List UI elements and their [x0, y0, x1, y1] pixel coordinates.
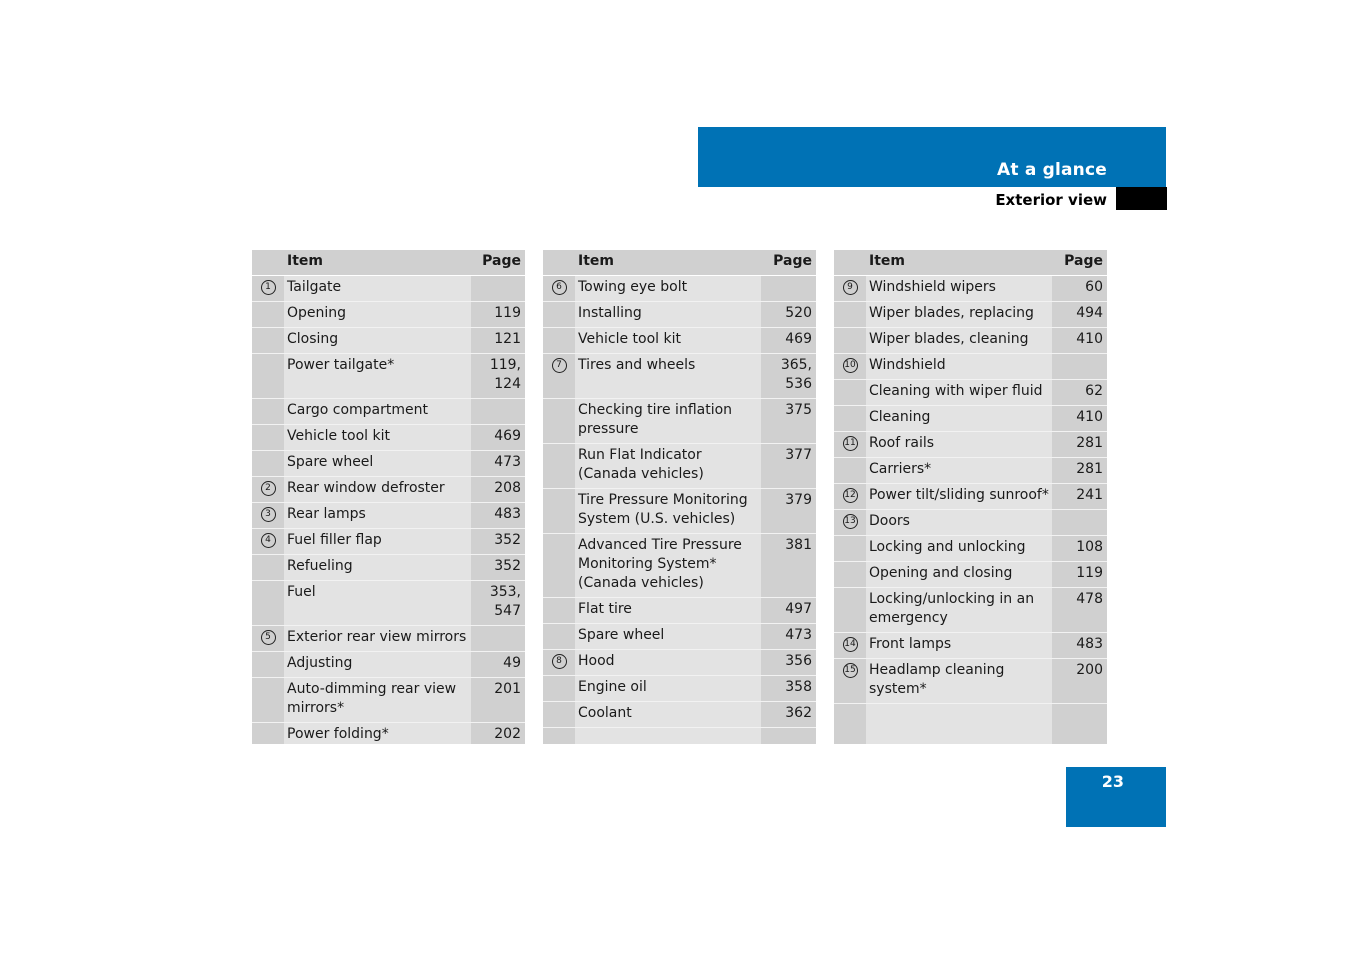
- item-number-cell: [834, 434, 866, 451]
- table-row: [252, 477, 525, 503]
- page-reference: 352: [494, 532, 521, 548]
- item-label: Installing: [578, 305, 642, 321]
- item-label: Roof rails: [869, 435, 935, 451]
- table-row: [834, 458, 1107, 484]
- item-label: Power folding*: [287, 726, 389, 742]
- page-reference: 62: [1085, 383, 1103, 399]
- page-reference: 483: [1076, 636, 1103, 652]
- item-label: Locking/unlocking in an emergency: [869, 591, 1035, 626]
- item-label: Vehicle tool kit: [287, 428, 390, 444]
- page-reference: 281: [1076, 435, 1103, 451]
- table-row: [543, 276, 816, 302]
- table-row: [252, 425, 525, 451]
- table-row: [543, 354, 816, 399]
- table-header: [834, 250, 1107, 276]
- table-row: [834, 536, 1107, 562]
- item-number-cell: [834, 304, 866, 306]
- table-row: [543, 676, 816, 702]
- item-number-cell: [252, 557, 284, 559]
- table-row: [252, 723, 525, 744]
- item-number-badge: 1: [261, 280, 276, 295]
- item-label: Spare wheel: [287, 454, 374, 470]
- item-number-cell: [252, 680, 284, 682]
- item-label: Run Flat Indicator (Canada vehicles): [578, 447, 704, 482]
- table-body: [543, 276, 816, 728]
- table-row: [543, 534, 816, 598]
- page-reference: 497: [785, 601, 812, 617]
- item-number-cell: [834, 356, 866, 373]
- page-reference: 119: [1076, 565, 1103, 581]
- table-row: [543, 399, 816, 444]
- item-label: Refueling: [287, 558, 353, 574]
- item-label: Towing eye bolt: [578, 279, 688, 295]
- table-row: [252, 678, 525, 723]
- table-header: [252, 250, 525, 276]
- table-row: [834, 562, 1107, 588]
- index-table-3: [834, 250, 1107, 744]
- page-reference: 362: [785, 705, 812, 721]
- item-column-header: Item: [287, 253, 323, 269]
- item-number-cell: [252, 356, 284, 358]
- item-number-cell: [252, 505, 284, 522]
- item-number-cell: [252, 427, 284, 429]
- table-body: [252, 276, 525, 744]
- item-number-cell: [252, 453, 284, 455]
- item-label: Auto-dimming rear view mirrors*: [287, 681, 457, 716]
- item-number-cell: [543, 652, 575, 669]
- item-number-cell: [543, 704, 575, 706]
- item-label: Cleaning with wiper fluid: [869, 383, 1043, 399]
- page-reference: 352: [494, 558, 521, 574]
- item-label: Cleaning: [869, 409, 931, 425]
- table-row: [834, 302, 1107, 328]
- item-number-cell: [543, 330, 575, 332]
- item-label: Exterior rear view mirrors: [287, 629, 467, 645]
- table-row: [834, 588, 1107, 633]
- item-number-cell: [252, 304, 284, 306]
- page-reference: 119: [494, 305, 521, 321]
- table-row: [252, 399, 525, 425]
- table-row: [252, 302, 525, 328]
- page-reference: 353, 547: [489, 584, 521, 619]
- page-column-header: Page: [1064, 253, 1103, 269]
- item-number-cell: [252, 725, 284, 727]
- item-number-badge: 12: [843, 488, 858, 503]
- table-row: [834, 432, 1107, 458]
- item-label: Windshield wipers: [869, 279, 996, 295]
- table-row: [543, 302, 816, 328]
- item-label: Opening: [287, 305, 347, 321]
- page-reference: 410: [1076, 331, 1103, 347]
- item-number-cell: [543, 491, 575, 493]
- section-tab-marker: [1116, 187, 1167, 210]
- item-number-cell: [252, 278, 284, 295]
- item-number-cell: [252, 401, 284, 403]
- table-row: [252, 354, 525, 399]
- table-row: [252, 276, 525, 302]
- item-label: Fuel filler flap: [287, 532, 382, 548]
- item-number-cell: [252, 583, 284, 585]
- item-number-cell: [543, 304, 575, 306]
- item-label: Power tilt/sliding sunroof*: [869, 487, 1049, 503]
- page-reference: 108: [1076, 539, 1103, 555]
- table-row: [834, 406, 1107, 432]
- page-reference: 381: [785, 537, 812, 553]
- item-number-badge: 4: [261, 533, 276, 548]
- item-number-badge: 9: [843, 280, 858, 295]
- item-number-badge: 14: [843, 637, 858, 652]
- item-label: Rear lamps: [287, 506, 366, 522]
- item-label: Rear window defroster: [287, 480, 445, 496]
- item-label: Tire Pressure Monitoring System (U.S. vehicles): [578, 492, 748, 527]
- item-number-cell: [834, 564, 866, 566]
- page-reference: 478: [1076, 591, 1103, 607]
- page-reference: 200: [1076, 662, 1103, 678]
- table-row: [252, 652, 525, 678]
- page-reference: 358: [785, 679, 812, 695]
- table-row: [543, 328, 816, 354]
- item-label: Power tailgate*: [287, 357, 395, 373]
- item-number-cell: [543, 356, 575, 373]
- item-number-cell: [543, 446, 575, 448]
- item-number-cell: [834, 278, 866, 295]
- item-label: Cargo compartment: [287, 402, 428, 418]
- table-row: [252, 503, 525, 529]
- item-label: Doors: [869, 513, 910, 529]
- item-label: Opening and closing: [869, 565, 1013, 581]
- item-number-badge: 8: [552, 654, 567, 669]
- subsection-title: Exterior view: [995, 191, 1107, 209]
- item-number-badge: 6: [552, 280, 567, 295]
- item-number-cell: [252, 628, 284, 645]
- page-reference: 494: [1076, 305, 1103, 321]
- item-label: Vehicle tool kit: [578, 331, 681, 347]
- page-reference: 473: [494, 454, 521, 470]
- table-row: [834, 510, 1107, 536]
- page-reference: 483: [494, 506, 521, 522]
- item-label: Closing: [287, 331, 339, 347]
- page-reference: 208: [494, 480, 521, 496]
- table-row: [834, 380, 1107, 406]
- table-row: [543, 624, 816, 650]
- table-row: [543, 598, 816, 624]
- item-number-cell: [252, 479, 284, 496]
- table-row: [252, 328, 525, 354]
- page-reference: 473: [785, 627, 812, 643]
- item-number-cell: [543, 278, 575, 295]
- item-number-cell: [834, 661, 866, 678]
- page-reference: 202: [494, 726, 521, 742]
- item-label: Fuel: [287, 584, 316, 600]
- item-number-badge: 13: [843, 514, 858, 529]
- item-number-cell: [252, 654, 284, 656]
- item-number-cell: [543, 401, 575, 403]
- item-label: Windshield: [869, 357, 946, 373]
- table-row: [252, 451, 525, 477]
- item-label: Spare wheel: [578, 627, 665, 643]
- item-number-cell: [834, 408, 866, 410]
- table-row: [834, 354, 1107, 380]
- item-number-badge: 2: [261, 481, 276, 496]
- table-row: [543, 489, 816, 534]
- item-number-cell: [834, 635, 866, 652]
- page-reference: 121: [494, 331, 521, 347]
- item-number-badge: 11: [843, 436, 858, 451]
- page-column-header: Page: [773, 253, 812, 269]
- table-row: [834, 484, 1107, 510]
- item-label: Wiper blades, replacing: [869, 305, 1034, 321]
- table-row: [252, 555, 525, 581]
- item-label: Tailgate: [287, 279, 342, 295]
- item-label: Coolant: [578, 705, 632, 721]
- item-number-badge: 5: [261, 630, 276, 645]
- index-table-2: [543, 250, 816, 744]
- item-number-cell: [834, 330, 866, 332]
- page-column-header: Page: [482, 253, 521, 269]
- table-row: [834, 276, 1107, 302]
- item-number-cell: [834, 512, 866, 529]
- page-reference: 520: [785, 305, 812, 321]
- table-row: [252, 581, 525, 626]
- item-label: Adjusting: [287, 655, 353, 671]
- item-number-cell: [543, 626, 575, 628]
- item-label: Locking and unlocking: [869, 539, 1026, 555]
- page-reference: 377: [785, 447, 812, 463]
- table-header: [543, 250, 816, 276]
- item-column-header: Item: [578, 253, 614, 269]
- page-reference: 241: [1076, 487, 1103, 503]
- item-label: Flat tire: [578, 601, 632, 617]
- table-row: [543, 650, 816, 676]
- page-number: 23: [1101, 772, 1124, 791]
- table-row: [543, 702, 816, 728]
- page-reference: 356: [785, 653, 812, 669]
- item-number-cell: [252, 531, 284, 548]
- item-number-badge: 10: [843, 358, 858, 373]
- item-label: Hood: [578, 653, 615, 669]
- page-reference: 469: [494, 428, 521, 444]
- item-number-cell: [834, 590, 866, 592]
- item-column-header: Item: [869, 253, 905, 269]
- page-reference: 60: [1085, 279, 1103, 295]
- table-row: [834, 328, 1107, 354]
- page-reference: 49: [503, 655, 521, 671]
- page-reference: 365, 536: [780, 357, 812, 392]
- item-number-cell: [543, 678, 575, 680]
- item-label: Carriers*: [869, 461, 932, 477]
- item-label: Tires and wheels: [578, 357, 696, 373]
- table-body: [834, 276, 1107, 704]
- index-table-1: [252, 250, 525, 744]
- page-reference: 281: [1076, 461, 1103, 477]
- table-row: [834, 633, 1107, 659]
- item-number-cell: [834, 460, 866, 462]
- item-number-cell: [252, 330, 284, 332]
- table-row: [834, 659, 1107, 704]
- item-label: Wiper blades, cleaning: [869, 331, 1029, 347]
- page-reference: 119, 124: [489, 357, 521, 392]
- table-row: [252, 529, 525, 555]
- page-reference: 201: [494, 681, 521, 697]
- section-title: At a glance: [997, 160, 1107, 180]
- item-label: Front lamps: [869, 636, 952, 652]
- item-number-badge: 15: [843, 663, 858, 678]
- item-number-cell: [543, 600, 575, 602]
- item-label: Headlamp cleaning system*: [869, 662, 1005, 697]
- table-row: [252, 626, 525, 652]
- item-number-badge: 3: [261, 507, 276, 522]
- page-reference: 375: [785, 402, 812, 418]
- item-number-badge: 7: [552, 358, 567, 373]
- page-reference: 469: [785, 331, 812, 347]
- item-label: Engine oil: [578, 679, 647, 695]
- page-reference: 379: [785, 492, 812, 508]
- table-row: [543, 444, 816, 489]
- item-number-cell: [543, 536, 575, 538]
- page-reference: 410: [1076, 409, 1103, 425]
- item-number-cell: [834, 382, 866, 384]
- item-number-cell: [834, 486, 866, 503]
- item-label: Checking tire inflation pressure: [578, 402, 733, 437]
- item-label: Advanced Tire Pressure Monitoring System* (Canada vehicles): [578, 537, 742, 591]
- item-number-cell: [834, 538, 866, 540]
